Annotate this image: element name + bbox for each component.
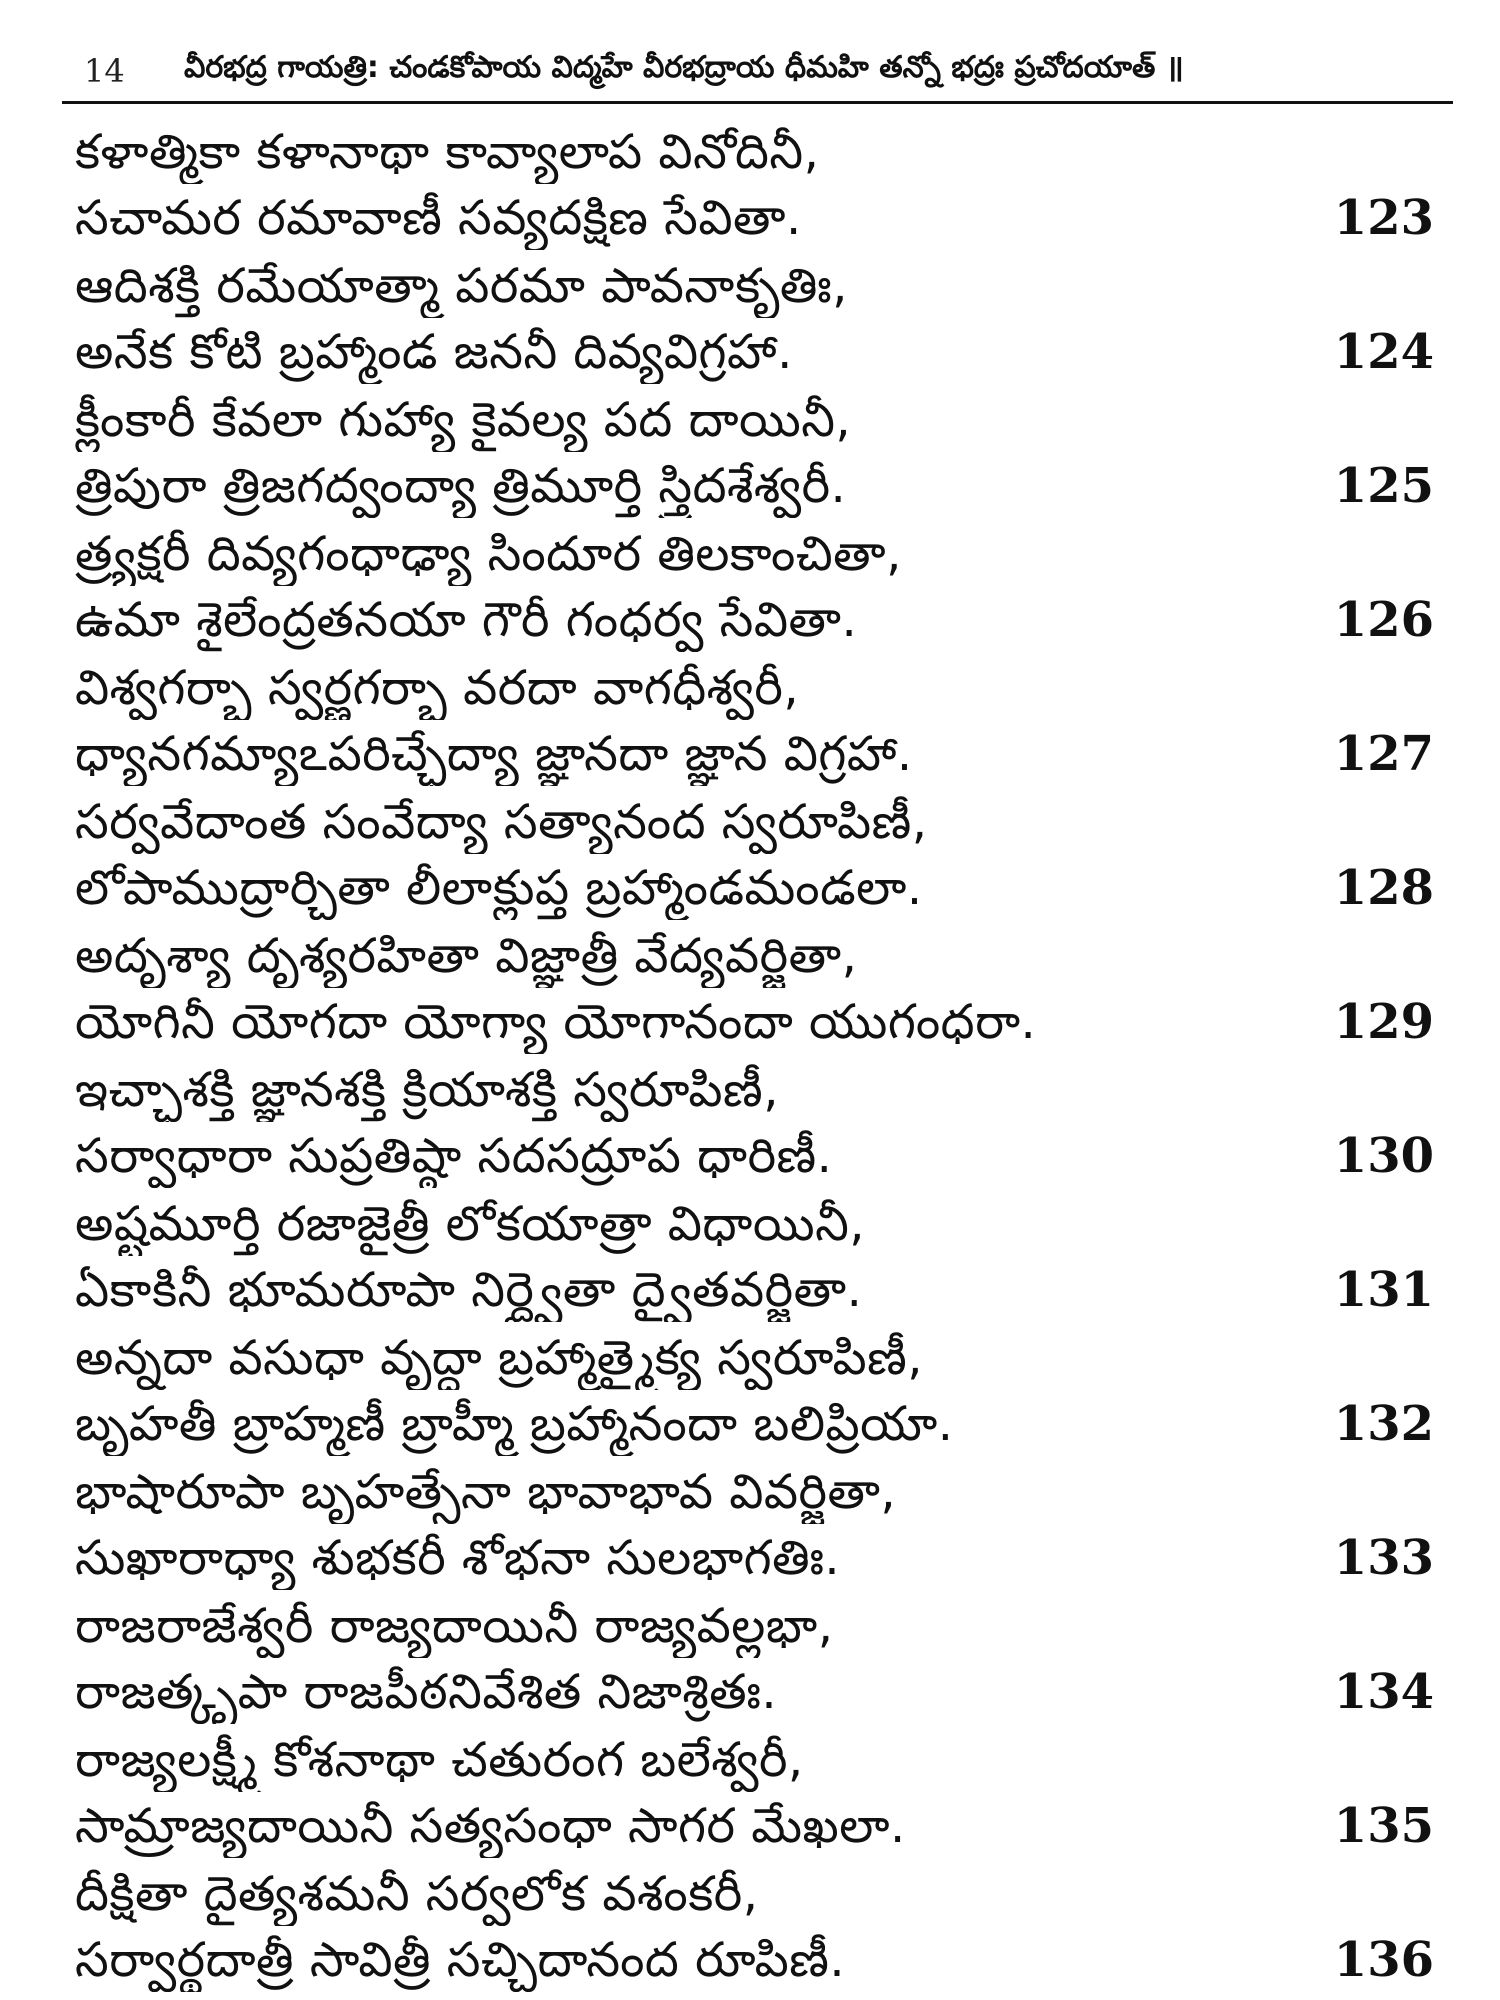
- verse-line-2: ఏకాకినీ భూమరూపా నిర్ద్వైతా ద్వైతవర్జితా.: [75, 1262, 863, 1318]
- verse-number: 127: [1333, 726, 1434, 782]
- verse-number: 129: [1333, 994, 1434, 1050]
- verse-number: 135: [1333, 1798, 1434, 1854]
- verse: [0, 1192, 1500, 1326]
- verse-line-1: దీక్షితా దైత్యశమనీ సర్వలోక వశంకరీ,: [75, 1866, 759, 1922]
- verse: [0, 1728, 1500, 1862]
- verse-line-2: లోపాముద్రార్చితా లీలాక్లుప్త బ్రహ్మాండమండలా.: [75, 860, 923, 916]
- verse-line-1: విశ్వగర్భా స్వర్ణగర్భా వరదా వాగధీశ్వరీ,: [75, 660, 800, 716]
- verse-number: 130: [1333, 1128, 1434, 1184]
- verse: [0, 1058, 1500, 1192]
- verse: [0, 924, 1500, 1058]
- verse-number: 125: [1333, 458, 1434, 514]
- verse-line-1: క్లీంకారీ కేవలా గుహ్యా కైవల్య పద దాయినీ,: [75, 392, 852, 448]
- verse: [0, 1594, 1500, 1728]
- verse-line-1: రాజ్యలక్ష్మీ కోశనాథా చతురంగ బలేశ్వరీ,: [75, 1732, 804, 1788]
- verse: [0, 388, 1500, 522]
- verse: [0, 790, 1500, 924]
- verse-number: 131: [1333, 1262, 1434, 1318]
- verse-line-2: అనేక కోటి బ్రహ్మాండ జననీ దివ్యవిగ్రహా.: [75, 324, 793, 380]
- verse-line-1: అదృశ్యా దృశ్యరహితా విజ్ఞాత్రీ వేద్యవర్జితా,: [75, 928, 858, 984]
- verse-number: 124: [1333, 324, 1434, 380]
- verse-line-2: త్రిపురా త్రిజగద్వంద్యా త్రిమూర్తి స్త్రిదశేశ్వరీ.: [75, 458, 847, 514]
- verse-line-1: ఇచ్ఛాశక్తి జ్ఞానశక్తి క్రియాశక్తి స్వరూపిణీ,: [75, 1062, 779, 1118]
- verse: [0, 1862, 1500, 1996]
- verse: [0, 522, 1500, 656]
- verse-line-2: సచామర రమావాణీ సవ్యదక్షిణ సేవితా.: [75, 190, 802, 246]
- verse-number: 136: [1333, 1932, 1434, 1988]
- verse: [0, 120, 1500, 254]
- verse-number: 134: [1333, 1664, 1434, 1720]
- verse-line-1: అన్నదా వసుధా వృద్ధా బ్రహ్మాత్మైక్య స్వరూపిణీ,: [75, 1330, 923, 1386]
- verse-number: 128: [1333, 860, 1434, 916]
- verse-line-2: సర్వార్థదాత్రీ సావిత్రీ సచ్చిదానంద రూపిణీ.: [75, 1932, 846, 1988]
- verse-line-2: రాజత్కృపా రాజపీఠనివేశిత నిజాశ్రితః.: [75, 1664, 778, 1720]
- verse-line-2: సర్వాధారా సుప్రతిష్ఠా సదసద్రూప ధారిణీ.: [75, 1128, 833, 1184]
- verse-line-1: రాజరాజేశ్వరీ రాజ్యదాయినీ రాజ్యవల్లభా,: [75, 1598, 834, 1654]
- verse-line-2: ధ్యానగమ్యాఽపరిచ్ఛేద్యా జ్ఞానదా జ్ఞాన విగ్రహా.: [75, 726, 913, 782]
- verse-line-1: అష్టమూర్తి రజాజైత్రీ లోకయాత్రా విధాయినీ,: [75, 1196, 866, 1252]
- verse-number: 126: [1333, 592, 1434, 648]
- verse: [0, 1326, 1500, 1460]
- verse-line-1: భాషారూపా బృహత్సేనా భావాభావ వివర్జితా,: [75, 1464, 897, 1520]
- verse-list: [0, 120, 1500, 1988]
- header-divider: [62, 101, 1453, 104]
- verse-number: 123: [1333, 190, 1434, 246]
- verse-line-1: సర్వవేదాంత సంవేద్యా సత్యానంద స్వరూపిణీ,: [75, 794, 928, 850]
- verse-number: 133: [1333, 1530, 1434, 1586]
- running-header: వీరభద్ర గాయత్రి: చండకోపాయ విద్మహే వీరభద్రాయ ధీమహి తన్నో భద్రః ప్రచోదయాత్ ॥: [184, 50, 1184, 85]
- verse-line-2: సుఖారాధ్యా శుభకరీ శోభనా సులభాగతిః.: [75, 1530, 841, 1586]
- page-number: 14: [84, 52, 125, 90]
- verse-line-2: యోగినీ యోగదా యోగ్యా యోగానందా యుగంధరా.: [75, 994, 1037, 1050]
- verse: [0, 656, 1500, 790]
- verse-line-2: బృహతీ బ్రాహ్మణీ బ్రాహ్మీ బ్రహ్మానందా బలిప్రియా.: [75, 1396, 954, 1452]
- verse-line-1: త్ర్యక్షరీ దివ్యగంధాఢ్యా సిందూర తిలకాంచితా,: [75, 526, 902, 582]
- verse-line-2: ఉమా శైలేంద్రతనయా గౌరీ గంధర్వ సేవితా.: [75, 592, 858, 648]
- verse: [0, 254, 1500, 388]
- page-header: [62, 48, 1437, 94]
- verse-number: 132: [1333, 1396, 1434, 1452]
- verse: [0, 1460, 1500, 1594]
- verse-line-1: కళాత్మికా కళానాథా కావ్యాలాప వినోదినీ,: [75, 124, 820, 180]
- verse-line-2: సామ్రాజ్యదాయినీ సత్యసంధా సాగర మేఖలా.: [75, 1798, 906, 1854]
- verse-line-1: ఆదిశక్తి రమేయాత్మా పరమా పావనాకృతిః,: [75, 258, 848, 314]
